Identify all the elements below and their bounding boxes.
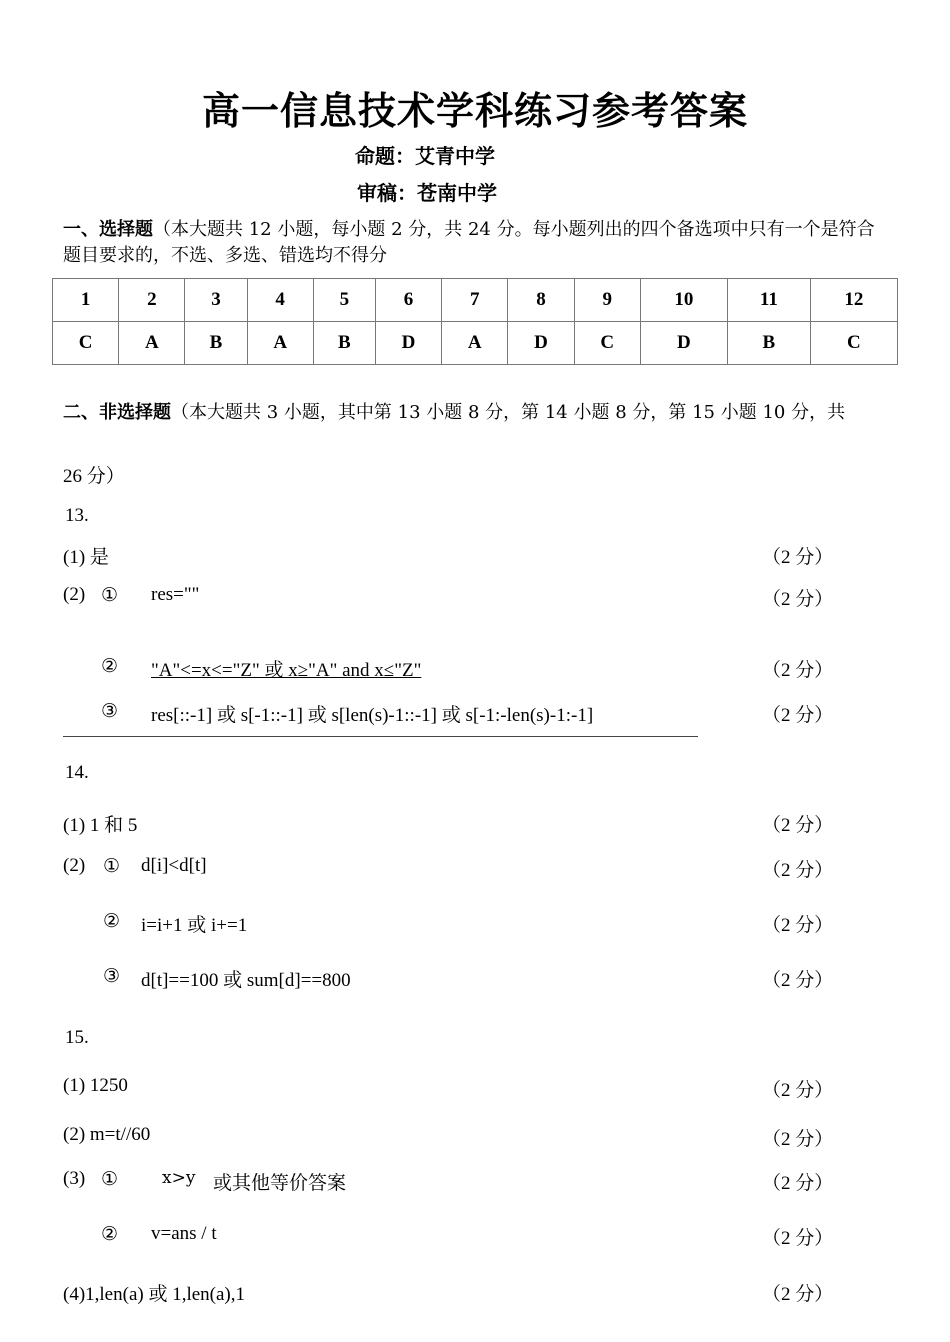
q13-score-1: （2 分） — [762, 547, 834, 568]
q13-mark-3: ③ — [101, 701, 119, 722]
q15-answer-3-1-note: 或其他等价答案 — [213, 1173, 347, 1194]
q14-label: 14. — [65, 762, 89, 783]
q13-mark-1: ① — [101, 585, 119, 606]
q14-answer-2-1: d[i]<d[t] — [141, 855, 207, 876]
q13-label: 13. — [65, 505, 89, 526]
q13-score-4: （2 分） — [762, 705, 834, 726]
table-cell: D — [375, 322, 441, 365]
divider-line — [63, 736, 698, 737]
q15-score-5: （2 分） — [762, 1284, 834, 1305]
table-cell: 1 — [53, 279, 119, 322]
q15-answer-1: (1) 1250 — [63, 1075, 128, 1096]
q13-score-2: （2 分） — [762, 589, 834, 610]
q15-score-1: （2 分） — [762, 1080, 834, 1101]
table-cell: 5 — [313, 279, 375, 322]
q14-part-2-prefix: (2) — [63, 855, 86, 876]
table-cell: 11 — [727, 279, 810, 322]
section-2-description: （本大题共 3 小题，其中第 13 小题 8 分，第 14 小题 8 分，第 15 小题 10 分，共 — [171, 402, 846, 423]
q15-answer-3-2: v=ans / t — [151, 1223, 217, 1244]
q13-answer-2-3: res[::-1] 或 s[-1::-1] 或 s[len(s)-1::-1] 或 s[-1:-len(s)-1:-1] — [151, 705, 594, 726]
q15-score-4: （2 分） — [762, 1228, 834, 1249]
table-cell: 6 — [375, 279, 441, 322]
q15-mark-1: ① — [101, 1169, 119, 1190]
q13-score-3: （2 分） — [762, 660, 834, 681]
section-1-header — [63, 217, 883, 269]
q15-answer-2: (2) m=t//60 — [63, 1124, 151, 1145]
q14-mark-2: ② — [103, 911, 121, 932]
page-title: 高一信息技术学科练习参考答案 — [201, 88, 748, 133]
q15-score-2: （2 分） — [762, 1129, 834, 1150]
q13-answer-2-2: "A"<=x<="Z" 或 x≥"A" and x≤"Z" — [151, 660, 422, 681]
q15-part-3-prefix: (3) — [63, 1168, 86, 1189]
q14-score-4: （2 分） — [762, 970, 834, 991]
q14-answer-1: (1) 1 和 5 — [63, 815, 138, 836]
table-cell: C — [574, 322, 640, 365]
section-2-header — [63, 400, 893, 426]
q15-answer-3-1: x>y — [162, 1168, 196, 1188]
section-2-heading: 二、非选择题 — [63, 402, 171, 423]
table-cell: D — [508, 322, 574, 365]
answer-table-number-row — [53, 279, 898, 322]
table-cell: 10 — [640, 279, 727, 322]
answer-table — [52, 278, 898, 365]
table-cell: C — [53, 322, 119, 365]
table-cell: C — [810, 322, 897, 365]
q15-answer-4: (4)1,len(a) 或 1,len(a),1 — [63, 1284, 246, 1305]
table-cell: A — [119, 322, 185, 365]
answer-table-answer-row — [53, 322, 898, 365]
table-cell: 4 — [247, 279, 313, 322]
table-cell: 12 — [810, 279, 897, 322]
q14-mark-1: ① — [103, 856, 121, 877]
section-1-description: （本大题共 12 小题，每小题 2 分，共 24 分。每小题列出的四个备选项中只有一个是符合题目要求的，不选、多选、错选均不得分 — [63, 219, 875, 266]
section-2-description-cont: 26 分） — [63, 466, 125, 487]
q14-mark-3: ③ — [103, 966, 121, 987]
q14-score-2: （2 分） — [762, 860, 834, 881]
section-1-heading: 一、选择题 — [63, 219, 153, 240]
reviewer-line: 审稿：苍南中学 — [357, 181, 497, 205]
table-cell: 8 — [508, 279, 574, 322]
table-cell: 3 — [185, 279, 247, 322]
q14-answer-2-3: d[t]==100 或 sum[d]==800 — [141, 970, 351, 991]
table-cell: A — [247, 322, 313, 365]
q14-answer-2-2: i=i+1 或 i+=1 — [141, 915, 248, 936]
table-cell: B — [313, 322, 375, 365]
q13-answer-1: (1) 是 — [63, 547, 109, 568]
table-cell: B — [727, 322, 810, 365]
q14-score-1: （2 分） — [762, 815, 834, 836]
q13-part-2-prefix: (2) — [63, 584, 86, 605]
q14-score-3: （2 分） — [762, 915, 834, 936]
table-cell: D — [640, 322, 727, 365]
table-cell: 2 — [119, 279, 185, 322]
table-cell: 7 — [442, 279, 508, 322]
q13-mark-2: ② — [101, 656, 119, 677]
proposer-line: 命题：艾青中学 — [355, 144, 495, 168]
q15-score-3: （2 分） — [762, 1173, 834, 1194]
table-cell: A — [442, 322, 508, 365]
table-cell: 9 — [574, 279, 640, 322]
q15-label: 15. — [65, 1027, 89, 1048]
q13-answer-2-1: res="" — [151, 584, 200, 605]
table-cell: B — [185, 322, 247, 365]
q15-mark-2: ② — [101, 1224, 119, 1245]
